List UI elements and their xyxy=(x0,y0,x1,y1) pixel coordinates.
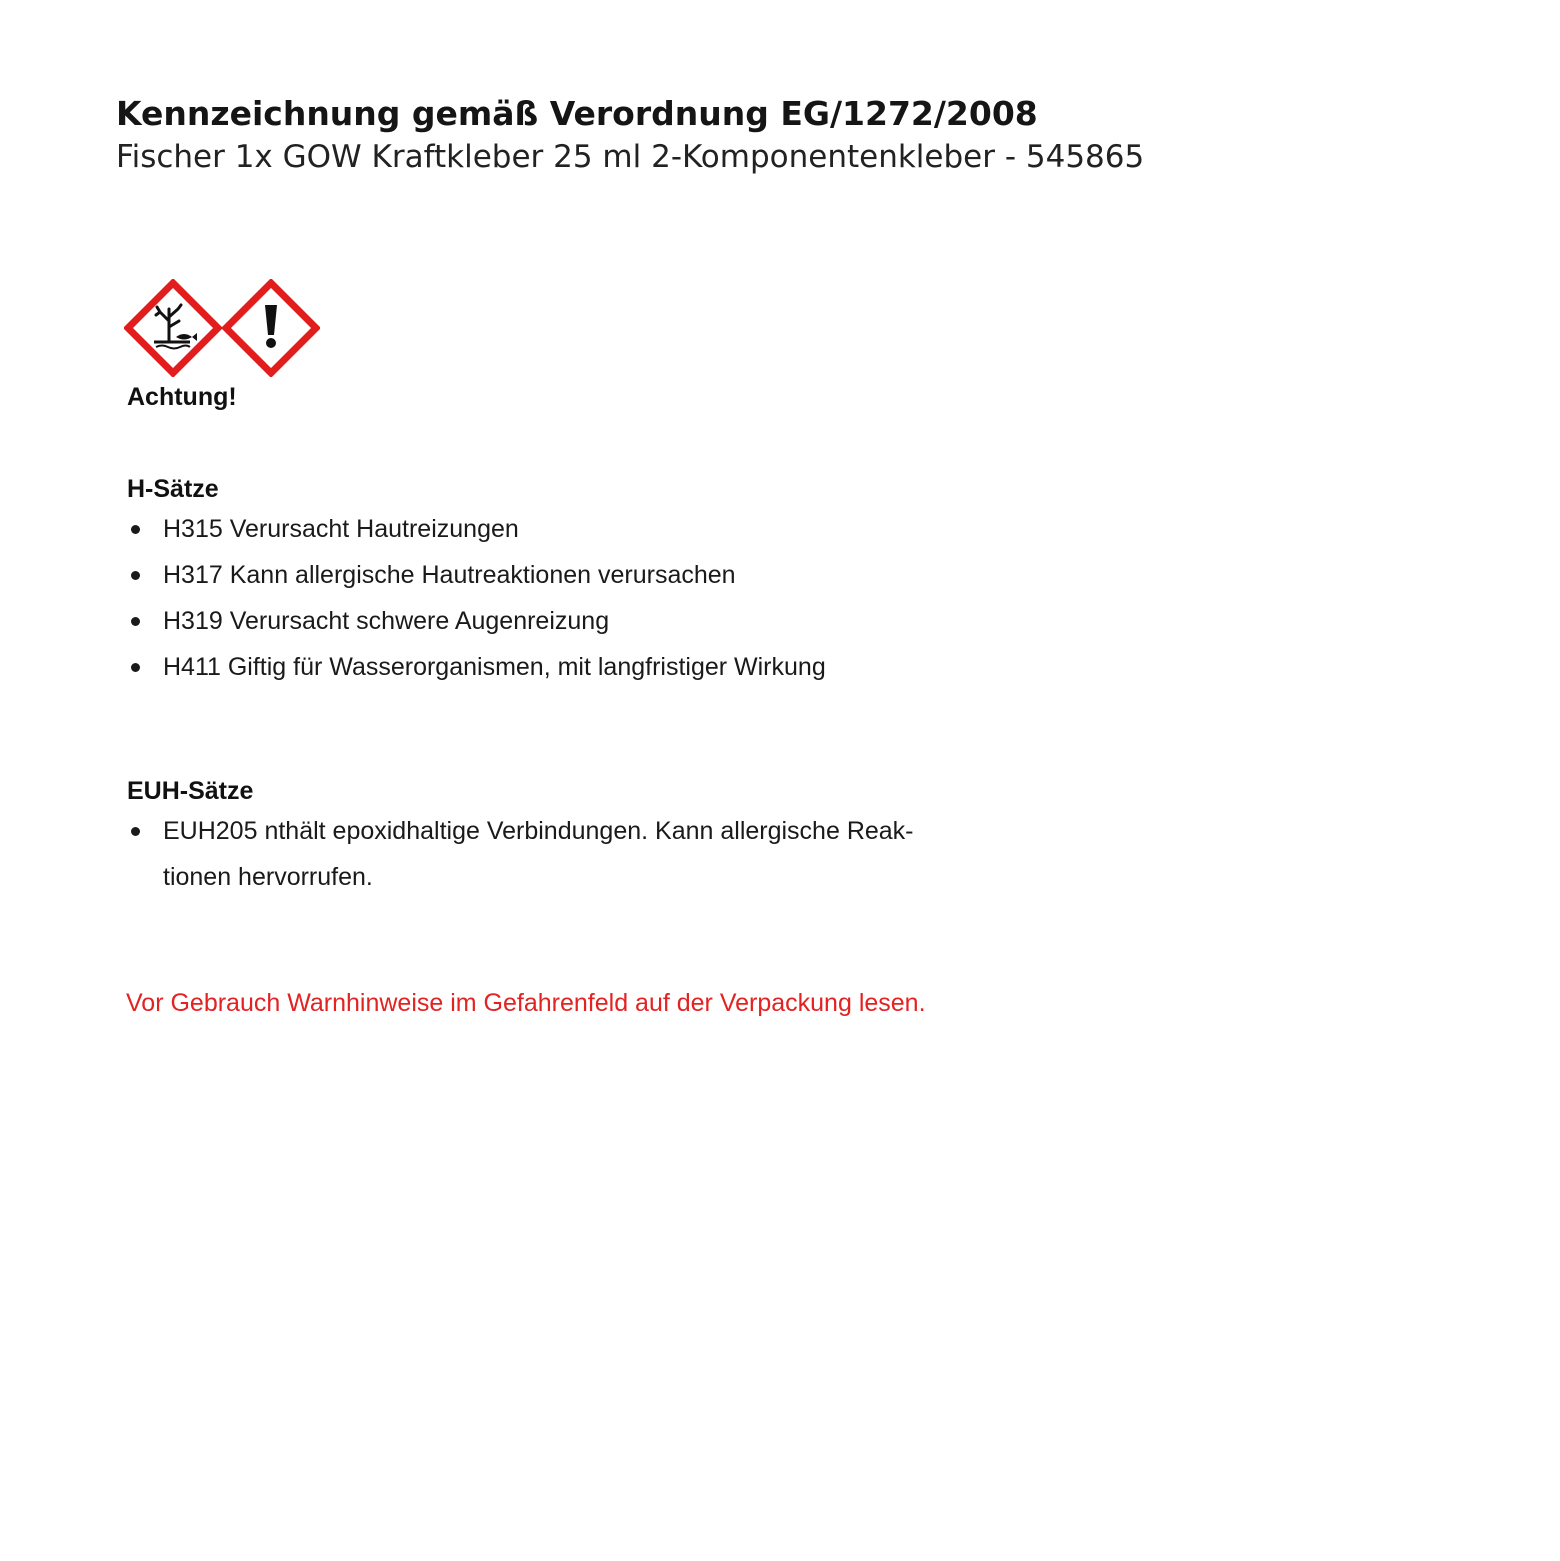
bullet-icon xyxy=(131,617,140,626)
ghs-pictograms xyxy=(124,279,320,377)
document-header xyxy=(116,92,1144,178)
euh-statements-heading: EUH-Sätze xyxy=(127,777,254,805)
list-item xyxy=(127,598,1027,644)
ghs-pictogram-row xyxy=(124,279,320,377)
signal-word: Achtung! xyxy=(127,383,237,411)
usage-warning: Vor Gebrauch Warnhinweise im Gefahrenfeld auf der Verpackung lesen. xyxy=(126,989,926,1017)
bullet-icon xyxy=(131,571,140,580)
list-item xyxy=(127,644,1027,690)
exclamation-mark-icon xyxy=(226,283,316,373)
h-statement-text: H315 Verursacht Hautreizungen xyxy=(163,515,519,543)
h-statements-heading: H-Sätze xyxy=(127,475,219,503)
euh-statement-text: EUH205 nthält epoxidhaltige Verbindungen. Kann allergische Reak-tionen hervorrufen. xyxy=(163,817,914,891)
page-title: Kennzeichnung gemäß Verordnung EG/1272/2008 xyxy=(116,94,1038,133)
h-statement-text: H317 Kann allergische Hautreaktionen verursachen xyxy=(163,561,736,589)
h-statements-list xyxy=(127,506,1027,690)
bullet-icon xyxy=(131,525,140,534)
list-item xyxy=(127,552,1027,598)
list-item xyxy=(127,506,1027,552)
bullet-icon xyxy=(131,663,140,672)
list-item xyxy=(127,808,963,900)
h-statements-section xyxy=(127,472,1027,690)
bullet-icon xyxy=(131,827,140,836)
h-statement-text: H411 Giftig für Wasserorganismen, mit langfristiger Wirkung xyxy=(163,653,826,681)
h-statement-text: H319 Verursacht schwere Augenreizung xyxy=(163,607,610,635)
euh-statements-list xyxy=(127,808,987,900)
product-subtitle: Fischer 1x GOW Kraftkleber 25 ml 2-Komponentenkleber - 545865 xyxy=(116,139,1145,175)
environment-hazard-icon xyxy=(128,283,218,373)
euh-statements-section xyxy=(127,774,987,900)
